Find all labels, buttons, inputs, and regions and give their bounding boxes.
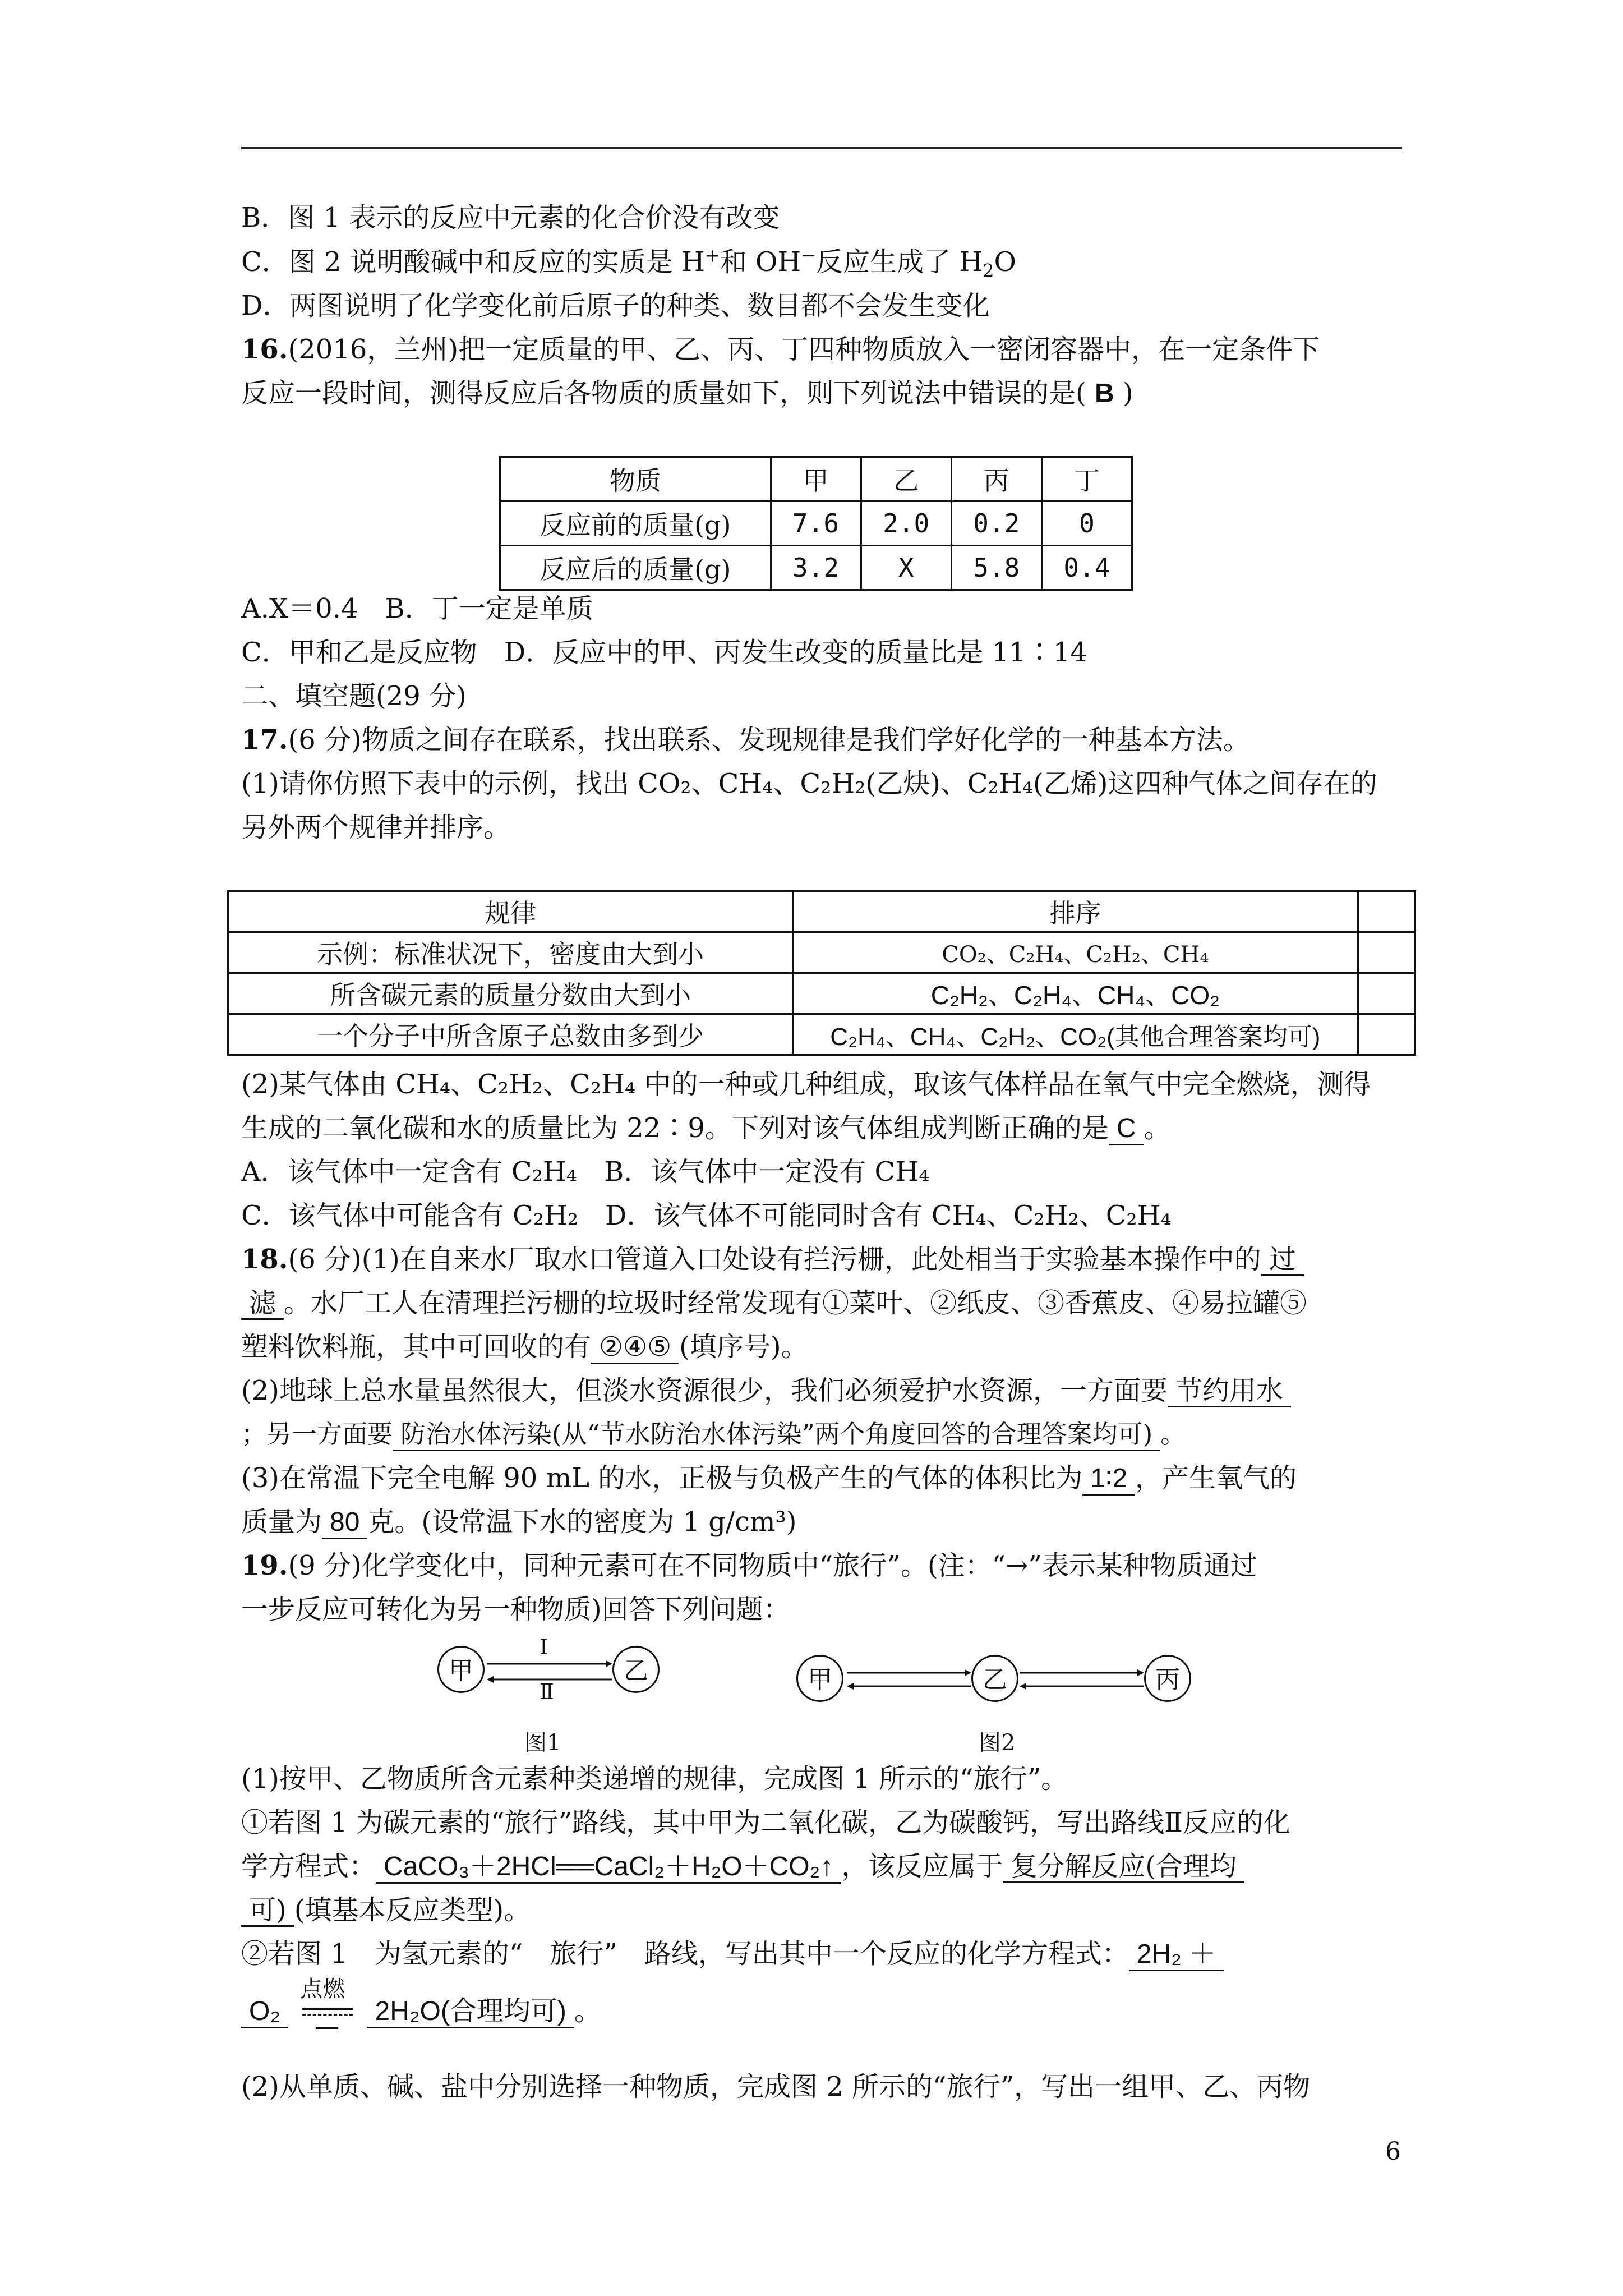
q18-answer-5: 1∶2 xyxy=(1082,1464,1135,1496)
table-cell: 2.0 xyxy=(861,501,951,546)
q19-c1-line2: 学方程式： CaCO₃＋2HCl══CaCl₂＋H₂O＋CO₂↑ ，该反应属于 复分解反应(合理均 xyxy=(241,1849,1244,1884)
table-cell: 0 xyxy=(1041,501,1132,546)
q17-part2-line2: 生成的二氧化碳和水的质量比为 22∶9。下列对该气体组成判断正确的是 C 。 xyxy=(241,1111,1171,1145)
q15-option-d: D．两图说明了化学变化前后原子的种类、数目都不会发生变化 xyxy=(241,290,990,321)
q19-line1: 19.(9 分)化学变化中，同种元素可在不同物质中“旅行”。(注：“→”表示某种物质通过 xyxy=(241,1550,1257,1581)
table-header: 规律 xyxy=(228,891,793,932)
q18-line6: (3)在常温下完全电解 90 mL 的水，正极与负极产生的气体的体积比为 1∶2 ，产生氧气的 xyxy=(241,1461,1297,1496)
table-header: 排序 xyxy=(793,891,1358,932)
q16-stem-line2: 反应一段时间，测得反应后各物质的质量如下，则下列说法中错误的是( B ) xyxy=(241,378,1133,409)
q19-equation-2b: O₂ xyxy=(241,1996,288,2028)
q17-part2-line1: (2)某气体由 CH₄、C₂H₂、C₂H₄ 中的一种或几种组成，取该气体样品在氧气中完全燃烧，测得 xyxy=(241,1069,1371,1100)
node-bing: 丙 xyxy=(1144,1655,1191,1702)
q18-answer-1a: 过 xyxy=(1261,1244,1304,1276)
q17-part1-line1: (1)请你仿照下表中的示例，找出 CO₂、CH₄、C₂H₂(乙炔)、C₂H₄(乙烯)这四种气体之间存在的 xyxy=(241,768,1377,799)
q18-answer-4: 防治水体污染(从“节水防治水体污染”两个角度回答的合理答案均可) xyxy=(393,1419,1160,1451)
table-cell: 5.8 xyxy=(951,546,1041,590)
q17-part1-line2: 另外两个规律并排序。 xyxy=(241,812,511,843)
q16-options-cd: C．甲和乙是反应物 D．反应中的甲、丙发生改变的质量比是 11∶14 xyxy=(241,637,1087,668)
q19-equation-2a: 2H₂ ＋ xyxy=(1129,1939,1224,1971)
q17-intro: 17.(6 分)物质之间存在联系，找出联系、发现规律是我们学好化学的一种基本方法。 xyxy=(241,724,1250,756)
table-cell: 反应后的质量(g) xyxy=(500,546,771,590)
q17-answer: C xyxy=(1109,1114,1144,1145)
figure-1 xyxy=(437,1635,667,1739)
reaction-condition xyxy=(297,1976,358,2028)
table-header: 甲 xyxy=(771,457,861,501)
q17-options-cd: C．该气体中可能含有 C₂H₂ D．该气体不可能同时含有 CH₄、C₂H₂、C₂H₄ xyxy=(241,1200,1172,1231)
header-rule xyxy=(241,147,1402,149)
q18-line7: 质量为 80 克。(设常温下水的密度为 1 g/cm³) xyxy=(241,1505,796,1539)
q18-answer-3: 节约用水 xyxy=(1168,1375,1291,1407)
route-i-label: Ⅰ xyxy=(540,1635,548,1659)
table-header: 丙 xyxy=(951,457,1041,501)
q18-line1: 18.(6 分)(1)在自来水厂取水口管道入口处设有拦污栅，此处相当于实验基本操作中的 过 xyxy=(241,1243,1304,1276)
q19-equation-1: CaCO₃＋2HCl══CaCl₂＋H₂O＋CO₂↑ xyxy=(376,1852,841,1884)
figure-2-caption: 图2 xyxy=(979,1730,1016,1756)
q19-answer-type-a: 复分解反应(合理均 xyxy=(1003,1851,1244,1883)
q16-stem-line1: 16.(2016，兰州)把一定质量的甲、乙、丙、丁四种物质放入一密闭容器中，在一定条件下 xyxy=(241,334,1320,365)
table-cell: 示例：标准状况下，密度由大到小 xyxy=(228,932,793,973)
q19-c2-line2: O₂ 点燃 2H₂O(合理均可) 。 xyxy=(241,1994,601,2028)
q16-table xyxy=(499,456,1133,591)
table-header: 乙 xyxy=(861,457,951,501)
table-cell-answer: C₂H₂、C₂H₄、CH₄、CO₂ xyxy=(793,973,1358,1014)
q19-c1-line3: 可) (填基本反应类型)。 xyxy=(241,1893,531,1927)
table-cell: 0.4 xyxy=(1041,546,1132,590)
fig2-arrows xyxy=(796,1655,1200,1705)
page-number: 6 xyxy=(1385,2137,1401,2166)
q17-table xyxy=(227,890,1416,1056)
q18-line5: ；另一方面要 防治水体污染(从“节水防治水体污染”两个角度回答的合理答案均可) 。 xyxy=(241,1418,1186,1451)
table-cell: 一个分子中所含原子总数由多到少 xyxy=(228,1014,793,1055)
table-cell: 所含碳元素的质量分数由大到小 xyxy=(228,973,793,1014)
table-cell xyxy=(1358,932,1415,973)
q19-answer-type-b: 可) xyxy=(241,1895,294,1927)
q18-line2: 滤 。水厂工人在清理拦污栅的垃圾时经常发现有①菜叶、②纸皮、③香蕉皮、④易拉罐⑤ xyxy=(241,1286,1307,1320)
q16-options-ab: A.X＝0.4 B．丁一定是单质 xyxy=(241,593,593,624)
q17-options-ab: A．该气体中一定含有 C₂H₄ B．该气体中一定没有 CH₄ xyxy=(241,1156,930,1188)
table-header: 物质 xyxy=(500,457,771,501)
table-cell: X xyxy=(861,546,951,590)
route-ii-label: Ⅱ xyxy=(540,1680,554,1704)
q15-option-c: C．图 2 说明酸碱中和反应的实质是 H+和 OH−反应生成了 $H_2O$ xyxy=(241,245,1016,282)
q19-c1-line1: ①若图 1 为碳元素的“旅行”路线，其中甲为二氧化碳，乙为碳酸钙，写出路线Ⅱ反应的化 xyxy=(241,1807,1290,1838)
q18-answer-1b: 滤 xyxy=(241,1288,284,1320)
table-cell: 反应前的质量(g) xyxy=(500,501,771,546)
table-header: 丁 xyxy=(1041,457,1132,501)
q18-answer-6: 80 xyxy=(322,1507,367,1539)
node-jia: 甲 xyxy=(796,1655,843,1702)
figure-1-caption: 图1 xyxy=(524,1730,561,1756)
table-cell: 3.2 xyxy=(771,546,861,590)
q19-line2: 一步反应可转化为另一种物质)回答下列问题： xyxy=(241,1594,790,1625)
q19-part1: (1)按甲、乙物质所含元素种类递增的规律，完成图 1 所示的“旅行”。 xyxy=(241,1763,1068,1795)
q18-line3: 塑料饮料瓶，其中可回收的有 ②④⑤ (填序号)。 xyxy=(241,1330,808,1364)
node-yi: 乙 xyxy=(971,1655,1018,1702)
condition-label: 点燃 xyxy=(300,1976,345,2002)
q16-answer: B xyxy=(1095,379,1114,408)
node-yi: 乙 xyxy=(612,1646,660,1693)
q15-option-b: B．图 1 表示的反应中元素的化合价没有改变 xyxy=(241,202,780,233)
section-heading: 二、填空题(29 分) xyxy=(241,680,467,712)
table-cell: CO₂、C₂H₄、C₂H₂、CH₄ xyxy=(793,932,1358,973)
q18-line4: (2)地球上总水量虽然很大，但淡水资源很少，我们必须爱护水资源，一方面要 节约用水 xyxy=(241,1374,1291,1407)
table-cell: 0.2 xyxy=(951,501,1041,546)
q19-c2-line1: ②若图 1 为氢元素的“ 旅行” 路线，写出其中一个反应的化学方程式： 2H₂ ＋ xyxy=(241,1937,1224,1971)
table-cell-answer: C₂H₄、CH₄、C₂H₂、CO₂(其他合理答案均可) xyxy=(793,1014,1358,1055)
table-cell: 7.6 xyxy=(771,501,861,546)
table-header xyxy=(1358,891,1415,932)
q18-answer-2: ②④⑤ xyxy=(591,1332,679,1364)
q19-part2: (2)从单质、碱、盐中分别选择一种物质，完成图 2 所示的“旅行”，写出一组甲、乙、丙物 xyxy=(241,2071,1311,2102)
table-cell xyxy=(1358,1014,1415,1055)
q19-equation-2c: 2H₂O(合理均可) xyxy=(367,1996,574,2028)
node-jia: 甲 xyxy=(437,1646,485,1693)
table-cell xyxy=(1358,973,1415,1014)
figure-2 xyxy=(796,1655,1200,1711)
